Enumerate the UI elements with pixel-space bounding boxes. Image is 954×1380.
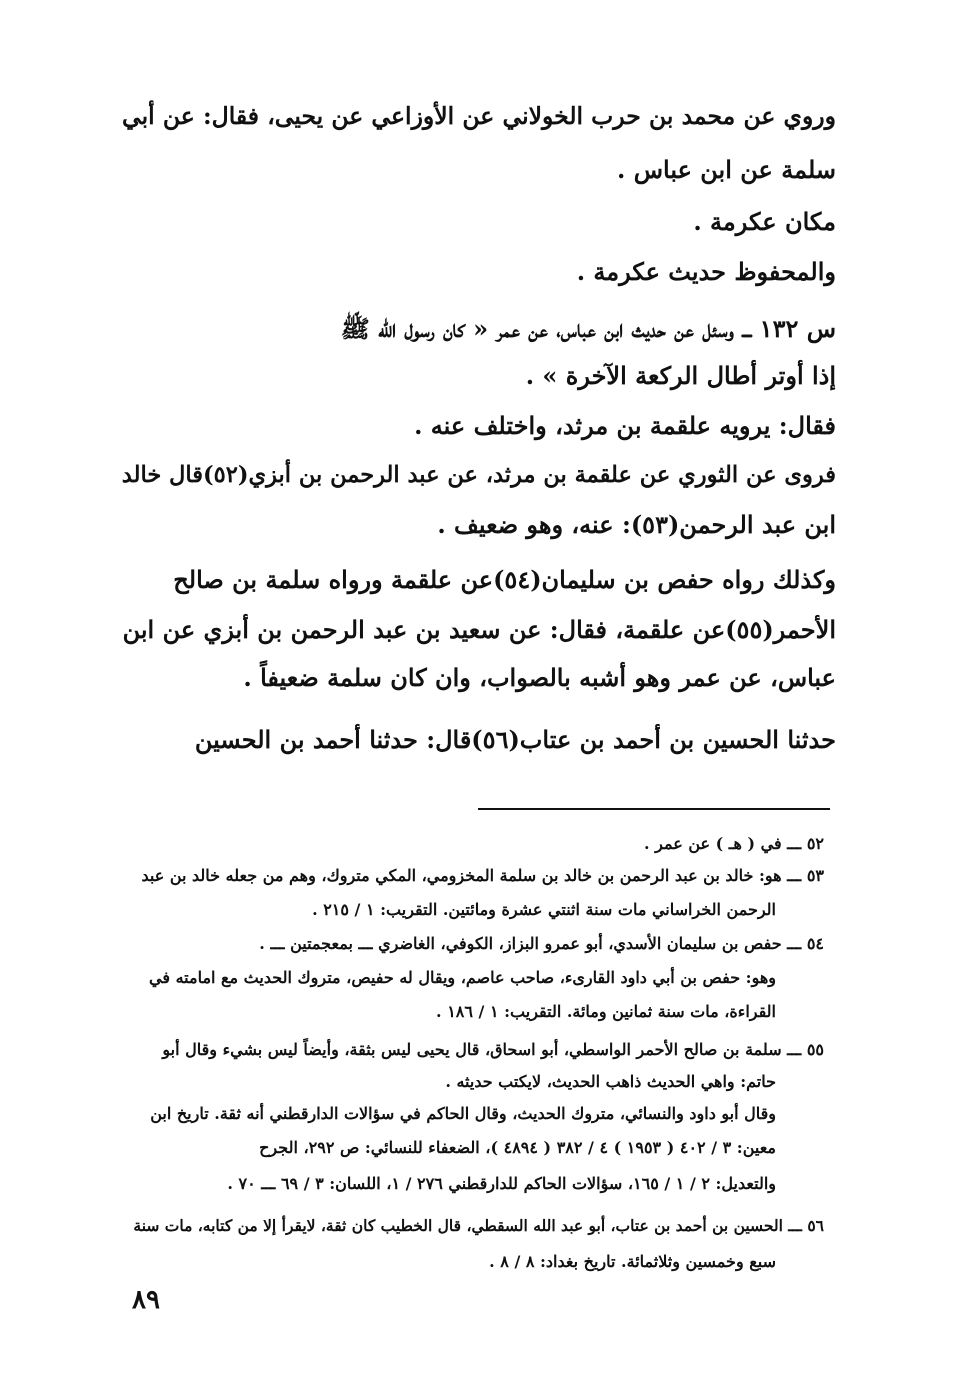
body-line-3: مكان عكرمة . bbox=[693, 207, 836, 236]
body-line-4: والمحفوظ حديث عكرمة . bbox=[576, 257, 836, 286]
footnote-54-cont-1: وهو: حفص بن أبي داود القارىء، صاحب عاصم، ويقال له حفيص، متروك الحديث مع امامته في bbox=[149, 968, 776, 987]
footnote-55-cont-2: وقال أبو داود والنسائي، متروك الحديث، وقال الحاكم في سؤالات الدارقطني أنه ثقة. تاريخ ابن bbox=[150, 1104, 776, 1123]
footnote-55-cont-4: والتعديل: ٢ / ١ / ١٦٥، سؤالات الحاكم للدارقطني ٢٧٦ / ١، اللسان: ٣ / ٦٩ ـــ ٧٠ . bbox=[227, 1174, 776, 1193]
footnote-55: ٥٥ ـــ سلمة بن صالح الأحمر الواسطي، أبو اسحاق، قال يحيى ليس بثقة، وأيضاً ليس بشيء وقال أبو bbox=[162, 1040, 824, 1059]
footnote-55-cont-3: معين: ٣ / ٤٠٢ ( ١٩٥٣ ) ٤ / ٣٨٢ ( ٤٨٩٤ )، الضعفاء للنسائي: ص ٢٩٢، الجرح bbox=[259, 1138, 776, 1157]
page-number: ٨٩ bbox=[132, 1285, 160, 1315]
footnote-53: ٥٣ ـــ هو: خالد بن عبد الرحمن بن خالد بن سلمة المخزومي، المكي متروك، وهم من جعله خالد بن عبد bbox=[141, 866, 824, 885]
footnote-55-cont-1: حاتم: واهي الحديث ذاهب الحديث، لايكتب حديثه . bbox=[445, 1072, 776, 1091]
body-line-8: فروى عن الثوري عن علقمة بن مرثد، عن عبد الرحمن بن أبزي(٥٢)قال خالد bbox=[121, 462, 836, 488]
body-line-9: ابن عبد الرحمن(٥٣): عنه، وهو ضعيف . bbox=[437, 510, 836, 539]
footnote-54-cont-2: القراءة، مات سنة ثمانين ومائة. التقريب: ١ / ١٨٦ . bbox=[436, 1002, 776, 1021]
footnote-53-cont: الرحمن الخراساني مات سنة اثنتي عشرة ومائتين. التقريب: ١ / ٢١٥ . bbox=[312, 900, 776, 919]
question-heading: س ١٣٢ ـــ وسئل عن حديث ابن عباس، عن عمر « كان رسول الله ﷺ bbox=[340, 314, 836, 343]
footnote-divider bbox=[478, 808, 830, 810]
body-line-12: عباس، عن عمر وهو أشبه بالصواب، وان كان سلمة ضعيفاً . bbox=[243, 663, 836, 692]
body-line-13: حدثنا الحسين بن أحمد بن عتاب(٥٦)قال: حدثنا أحمد بن الحسين bbox=[194, 725, 836, 754]
footnote-56: ٥٦ ـــ الحسين بن أحمد بن عتاب، أبو عبد الله السقطي، قال الخطيب كان ثقة، لايقرأ إلا من كتابه، مات سنة bbox=[133, 1216, 824, 1235]
body-line-10: وكذلك رواه حفص بن سليمان(٥٤)عن علقمة ورواه سلمة بن صالح bbox=[173, 565, 836, 594]
body-line-1: وروي عن محمد بن حرب الخولاني عن الأوزاعي عن يحيى، فقال: عن أبي bbox=[122, 102, 836, 130]
footnote-54: ٥٤ ـــ حفص بن سليمان الأسدي، أبو عمرو البزاز، الكوفي، الغاضري ـــ بمعجمتين ـــ . bbox=[259, 934, 824, 953]
body-line-11: الأحمر(٥٥)عن علقمة، فقال: عن سعيد بن عبد الرحمن بن أبزي عن ابن bbox=[122, 615, 836, 644]
body-line-6: إذا أوتر أطال الركعة الآخرة » . bbox=[525, 361, 836, 390]
footnote-56-cont: سبع وخمسين وثلاثمائة. تاريخ بغداد: ٨ / ٨ . bbox=[489, 1252, 776, 1271]
body-line-2: سلمة عن ابن عباس . bbox=[617, 155, 836, 184]
body-line-7: فقال: يرويه علقمة بن مرثد، واختلف عنه . bbox=[414, 411, 836, 440]
footnote-52: ٥٢ ـــ في ( هـ ) عن عمر . bbox=[644, 834, 824, 853]
